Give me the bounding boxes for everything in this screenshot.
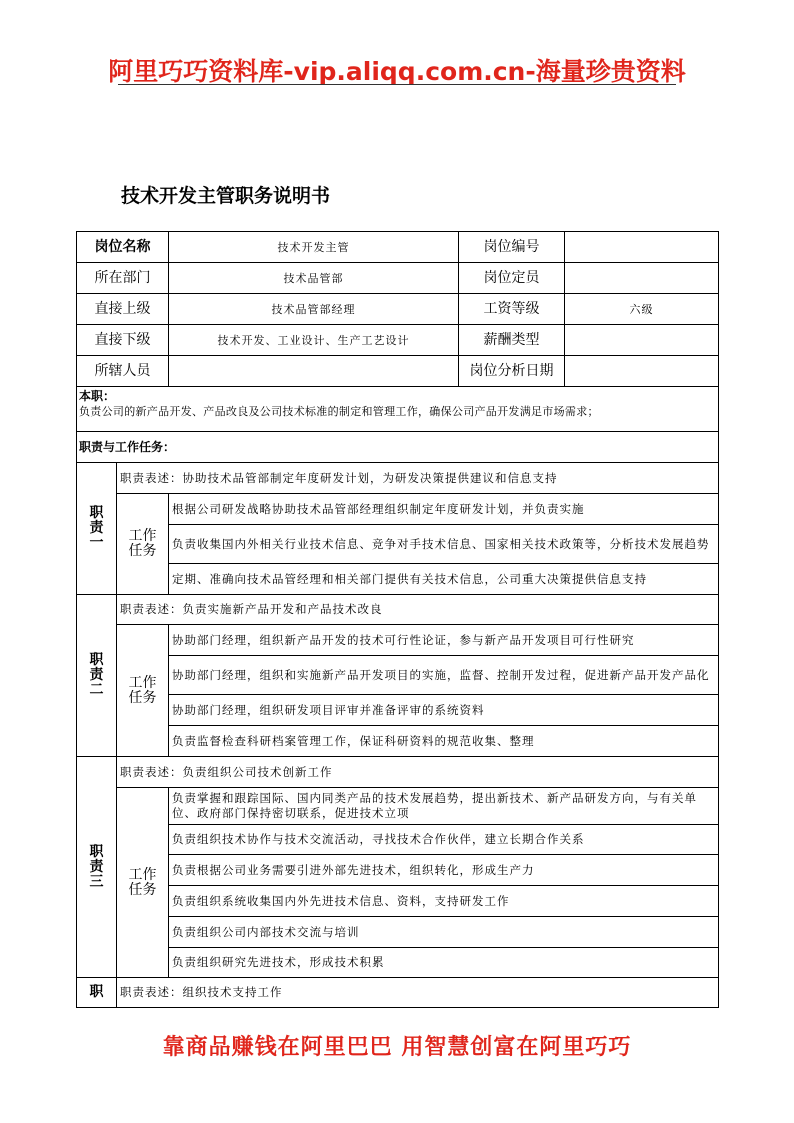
pay-type-label: 薪酬类型 <box>459 325 565 356</box>
task-label <box>117 625 169 757</box>
task-row <box>77 726 719 757</box>
task-item: 负责根据公司业务需要引进外部先进技术，组织转化，形成生产力 <box>169 855 719 886</box>
task-item: 负责掌握和跟踪国际、国内同类产品的技术发展趋势，提出新技术、新产品研发方向，与有关单位、政府部门保持密切联系，促进技术立项 <box>169 788 719 825</box>
grade-label: 工资等级 <box>459 294 565 325</box>
task-label-text: 工作任务 <box>128 866 157 898</box>
info-row-superior <box>77 294 719 325</box>
task-row <box>77 886 719 917</box>
task-row <box>77 625 719 656</box>
superior-label: 直接上级 <box>77 294 169 325</box>
superior-value: 技术品管部经理 <box>169 294 459 325</box>
footer-banner: 靠商品赚钱在阿里巴巴 用智慧创富在阿里巧巧 <box>162 1035 632 1060</box>
duty-cell <box>77 387 719 432</box>
task-row <box>77 494 719 525</box>
post-name-value: 技术开发主管 <box>169 232 459 263</box>
info-row-subordinate <box>77 325 719 356</box>
task-row <box>77 564 719 595</box>
info-row-staff <box>77 356 719 387</box>
tasks-heading-row <box>77 432 719 463</box>
analysis-date-label: 岗位分析日期 <box>459 356 565 387</box>
pay-type-value <box>565 325 719 356</box>
section-row <box>77 757 719 788</box>
task-item: 负责组织技术协作与技术交流活动，寻找技术合作伙伴，建立长期合作关系 <box>169 825 719 855</box>
section-label-text: 职责二 <box>89 652 104 698</box>
task-label-text: 工作任务 <box>128 528 157 559</box>
task-item: 负责监督检查科研档案管理工作，保证科研资料的规范收集、整理 <box>169 726 719 757</box>
grade-value: 六级 <box>565 294 719 325</box>
headcount-value <box>565 263 719 294</box>
header-divider <box>118 84 676 85</box>
section-label-text: 职责三 <box>89 843 104 890</box>
section-label: 职 <box>77 978 117 1008</box>
task-row <box>77 948 719 978</box>
task-label-text: 工作任务 <box>128 674 157 706</box>
task-label <box>117 788 169 978</box>
task-item: 根据公司研发战略协助技术品管部经理组织制定年度研发计划，并负责实施 <box>169 494 719 525</box>
headcount-label: 岗位定员 <box>459 263 565 294</box>
section-row <box>77 595 719 625</box>
duty-row <box>77 387 719 432</box>
dept-value: 技术品管部 <box>169 263 459 294</box>
task-item: 负责组织公司内部技术交流与培训 <box>169 917 719 948</box>
info-row-post-name <box>77 232 719 263</box>
task-item: 负责组织系统收集国内外先进技术信息、资料，支持研发工作 <box>169 886 719 917</box>
dept-label: 所在部门 <box>77 263 169 294</box>
post-no-label: 岗位编号 <box>459 232 565 263</box>
section-row <box>77 978 719 1008</box>
job-description-table <box>76 231 719 1008</box>
post-name-label: 岗位名称 <box>77 232 169 263</box>
task-row <box>77 855 719 886</box>
section-label <box>77 463 117 595</box>
section-statement: 职责表述：协助技术品管部制定年度研发计划，为研发决策提供建议和信息支持 <box>117 463 719 494</box>
staff-label: 所辖人员 <box>77 356 169 387</box>
section-label <box>77 595 117 757</box>
task-row <box>77 788 719 825</box>
section-label-text: 职责一 <box>89 505 104 551</box>
section-row <box>77 463 719 494</box>
staff-value <box>169 356 459 387</box>
header-banner: 阿里巧巧资料库-vip.aliqq.com.cn-海量珍贵资料 <box>108 57 686 86</box>
task-item: 负责收集国内外相关行业技术信息、竞争对手技术信息、国家相关技术政策等，分析技术发展趋势 <box>169 525 719 564</box>
section-label <box>77 757 117 978</box>
info-row-dept <box>77 263 719 294</box>
task-row <box>77 917 719 948</box>
task-item: 协助部门经理，组织新产品开发的技术可行性论证，参与新产品开发项目可行性研究 <box>169 625 719 656</box>
task-item: 定期、准确向技术品管经理和相关部门提供有关技术信息，公司重大决策提供信息支持 <box>169 564 719 595</box>
task-row <box>77 825 719 855</box>
task-item: 协助部门经理，组织和实施新产品开发项目的实施，监督、控制开发过程，促进新产品开发产品化 <box>169 656 719 695</box>
task-item: 协助部门经理，组织研发项目评审并准备评审的系统资料 <box>169 695 719 726</box>
task-row <box>77 525 719 564</box>
subordinate-label: 直接下级 <box>77 325 169 356</box>
analysis-date-value <box>565 356 719 387</box>
duty-text: 负责公司的新产品开发、产品改良及公司技术标准的制定和管理工作，确保公司产品开发满足市场需求； <box>79 405 599 418</box>
task-item: 负责组织研究先进技术，形成技术积累 <box>169 948 719 978</box>
section-statement: 职责表述：组织技术支持工作 <box>117 978 719 1008</box>
page-title: 技术开发主管职务说明书 <box>121 185 331 207</box>
tasks-heading: 职责与工作任务： <box>77 432 719 463</box>
post-no-value <box>565 232 719 263</box>
duty-heading: 本职： <box>79 389 716 404</box>
section-statement: 职责表述：负责组织公司技术创新工作 <box>117 757 719 788</box>
section-statement: 职责表述：负责实施新产品开发和产品技术改良 <box>117 595 719 625</box>
task-row <box>77 656 719 695</box>
subordinate-value: 技术开发、工业设计、生产工艺设计 <box>169 325 459 356</box>
task-row <box>77 695 719 726</box>
task-label <box>117 494 169 595</box>
